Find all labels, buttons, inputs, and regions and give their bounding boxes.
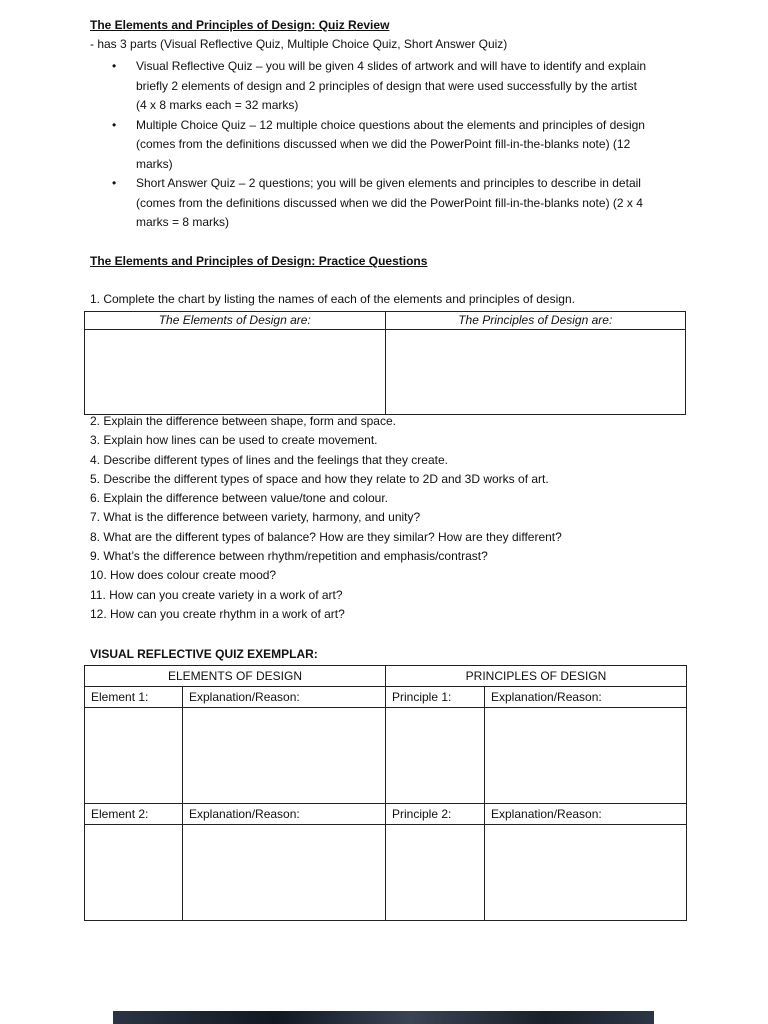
principle-1-label: Principle 1: xyxy=(386,687,485,708)
bullet-icon: • xyxy=(112,59,117,73)
principle-1-explanation-cell[interactable] xyxy=(485,708,687,804)
elements-of-design-header: ELEMENTS OF DESIGN xyxy=(85,666,386,687)
elements-answer-cell[interactable] xyxy=(85,330,386,415)
explanation-label: Explanation/Reason: xyxy=(183,804,386,825)
element-2-explanation-cell[interactable] xyxy=(183,825,386,921)
quiz-review-title: The Elements and Principles of Design: Quiz Review xyxy=(90,18,390,32)
principles-of-design-header: PRINCIPLES OF DESIGN xyxy=(386,666,687,687)
principle-2-label: Principle 2: xyxy=(386,804,485,825)
list-item: 6. Explain the difference between value/tone and colour. xyxy=(90,491,388,506)
element-2-answer-cell[interactable] xyxy=(85,825,183,921)
explanation-label: Explanation/Reason: xyxy=(485,804,687,825)
list-item: 10. How does colour create mood? xyxy=(90,568,277,583)
practice-question-list xyxy=(90,412,562,624)
quiz-parts-list xyxy=(112,57,692,233)
bullet-icon: • xyxy=(112,117,117,132)
principles-answer-cell[interactable] xyxy=(385,330,686,415)
quiz-review-intro: - has 3 parts (Visual Reflective Quiz, Multiple Choice Quiz, Short Answer Quiz) xyxy=(90,37,508,51)
list-item: 11. How can you create variety in a work of art? xyxy=(90,587,343,602)
principle-2-answer-cell[interactable] xyxy=(386,825,485,921)
exemplar-table xyxy=(84,665,687,921)
principle-2-explanation-cell[interactable] xyxy=(485,825,687,921)
list-item: 5. Describe the different types of space and how they relate to 2D and 3D works of art. xyxy=(90,471,549,486)
question-1: 1. Complete the chart by listing the names of each of the elements and principles of design. xyxy=(90,292,575,306)
element-2-label: Element 2: xyxy=(85,804,183,825)
list-item: 7. What is the difference between variety, harmony, and unity? xyxy=(90,510,421,525)
artwork-image-strip xyxy=(113,1011,654,1024)
bullet-icon: • xyxy=(112,176,117,190)
list-item: 2. Explain the difference between shape, form and space. xyxy=(90,414,396,428)
list-item: 9. What’s the difference between rhythm/repetition and emphasis/contrast? xyxy=(90,549,488,564)
explanation-label: Explanation/Reason: xyxy=(485,687,687,708)
elements-principles-chart xyxy=(84,311,686,415)
list-item: 4. Describe different types of lines and the feelings that they create. xyxy=(90,452,448,467)
list-item: • Visual Reflective Quiz – you will be given 4 slides of artwork and will have to identify and explain briefly 2 elements of design and 2 principles of design that were used successfully by the artist (4 x 8 marks each = 32 marks) xyxy=(112,59,647,112)
principles-header: The Principles of Design are: xyxy=(385,312,686,330)
principle-1-answer-cell[interactable] xyxy=(386,708,485,804)
explanation-label: Explanation/Reason: xyxy=(183,687,386,708)
practice-questions-title: The Elements and Principles of Design: Practice Questions xyxy=(90,254,428,268)
list-item: 8. What are the different types of balance? How are they similar? How are they different? xyxy=(90,529,562,544)
elements-header: The Elements of Design are: xyxy=(85,312,386,330)
list-item: 12. How can you create rhythm in a work of art? xyxy=(90,606,345,621)
list-item: 3. Explain how lines can be used to create movement. xyxy=(90,433,378,448)
exemplar-title: VISUAL REFLECTIVE QUIZ EXEMPLAR: xyxy=(90,647,318,661)
element-1-label: Element 1: xyxy=(85,687,183,708)
list-item: • Multiple Choice Quiz – 12 multiple choice questions about the elements and principles of design (comes from the definitions discussed when we did the PowerPoint fill-in-the-blanks note) (12 marks) xyxy=(112,117,645,171)
element-1-explanation-cell[interactable] xyxy=(183,708,386,804)
list-item: • Short Answer Quiz – 2 questions; you will be given elements and principles to describe in detail (comes from the definitions discussed when we did the PowerPoint fill-in-the-blanks note) (2 x 4 marks = 8 marks) xyxy=(112,176,643,229)
element-1-answer-cell[interactable] xyxy=(85,708,183,804)
